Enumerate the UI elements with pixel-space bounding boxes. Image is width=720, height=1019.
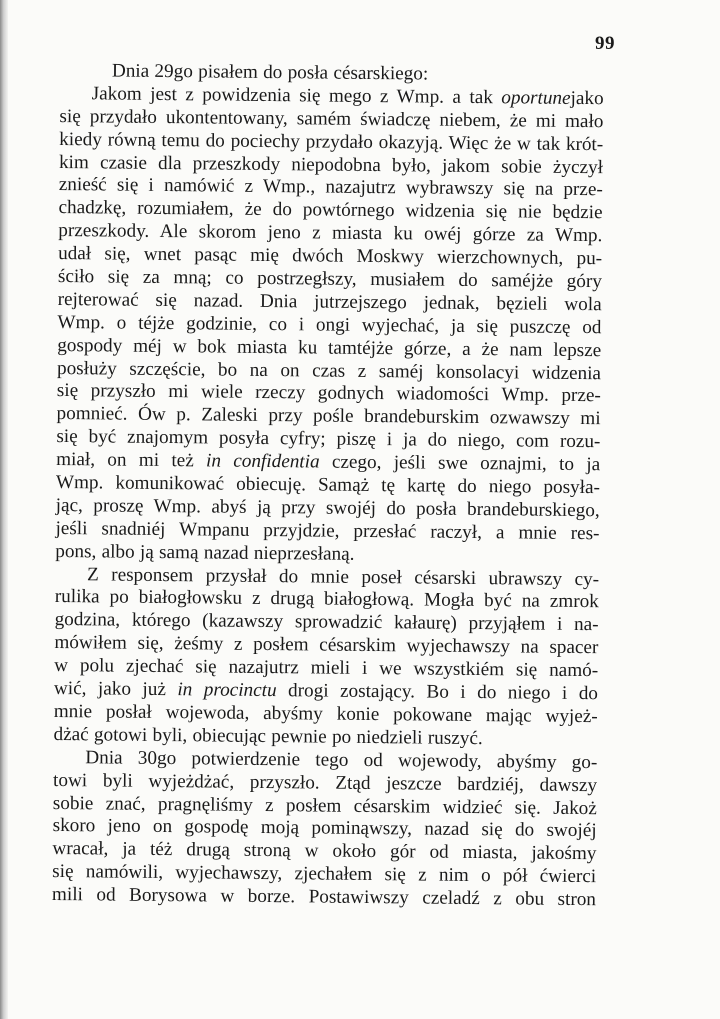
text-segment: znieść się i namówić z Wmp., nazajutrz wybrawszy się na prze- [58,174,603,201]
text-segment: Z responsem przysłał do mnie poseł césarski ubrawszy cy- [86,563,600,590]
page-text-body [52,60,604,912]
text-segment: Dnia 30go potwierdzenie tego od wojewody, abyśmy go- [85,746,598,773]
text-segment: Wmp. komunikować obiecuję. Samąż tę kartę do niego posyła- [55,472,601,499]
text-segment: jako [570,87,604,110]
text-segment: drogi zostający. Bo i do niego i do [276,680,599,705]
text-segment: się przydało ukontentowany, samém świadczę niebem, że mi mało [59,105,604,133]
italic-latin-phrase: oportune [501,87,571,109]
text-segment: miał, on mi też [56,449,207,472]
text-segment: skoro jeno on gospodę moją pominąwszy, nazad się do swojéj [52,815,597,842]
text-segment: pomnieć. Ów p. Zaleski przy pośle brandeburskim ozwawszy mi [56,403,601,430]
text-segment: godzina, którego (kazawszy sprowadzić kałaurę) przyjąłem i na- [54,609,599,636]
text-segment: Dnia 29go pisałem do posła césarskiego: [111,60,429,85]
text-line [52,884,596,912]
text-segment: Jakom jest z powidzenia się mego z Wmp. a tak [91,83,502,109]
text-segment: mnie posłał wojewoda, abyśmy konie pokowane mając wyjeż- [53,700,598,728]
text-segment: kiedy równą temu do pociechy przydało okazyją. Więc że w tak krót- [59,128,604,155]
text-segment: towi byli wyjeżdżać, przyszło. Ztąd jeszcze bardziéj, dawszy [52,769,598,796]
text-segment: udał się, wnet pasąc mię dwóch Moskwy wierzchownych, pu- [58,243,603,270]
text-segment: ściło się za mną; co postrzegłszy, musiałem do saméjże góry [57,266,602,293]
italic-latin-phrase: in procinctu [177,679,277,702]
text-segment: przeszkody. Ale skorom jeno z miasta ku owéj górze za Wmp. [58,220,603,247]
text-segment: Wmp. o téjże godzinie, co i ongi wyjechać, ja się puszczę od [57,311,602,339]
page-binding-edge [0,0,8,1019]
text-segment: rejterować się nazad. Dnia jutrzejszego jednak, bęzieli wola [57,288,602,316]
text-segment: dżać gotowi byli, obiecując pewnie po niedzieli ruszyć. [53,723,483,749]
text-segment: sobie znać, pragnęliśmy z posłem césarskim widzieć się. Jakoż [52,792,597,819]
text-segment: jeśli snadniéj Wmpanu przyjdzie, przesłać raczył, a mnie res- [55,517,600,545]
text-segment: gospody méj w bok miasta ku tamtéjże górze, a że nam lepsze [57,334,602,361]
italic-latin-phrase: in confidentia [205,450,320,473]
text-segment: chadzkę, rozumiałem, że do powtórnego widzenia się nie będzie [58,197,603,224]
text-segment: posłuży szczęście, bo na on czas z saméj konsolacyi widzenia [56,357,602,384]
text-segment: czego, jeśli swe oznajmi, to ja [319,451,601,476]
text-segment: jąc, proszę Wmp. abyś ją przy swojéj do posła brandeburskiego, [55,494,600,522]
text-segment: rulika po białogłowsku z drugą białogłową. Mogła być na zmrok [54,586,599,613]
text-segment: mili od Borysowa w borze. Postawiwszy czeladź z obu stron [51,884,597,911]
page-number: 99 [595,33,615,54]
text-segment: się być znajomym posyła cyfry; piszę i ja do niego, com rozu- [56,426,601,453]
text-segment: mówiłem się, żeśmy z posłem césarskim wyjechawszy na spacer [54,632,599,659]
text-segment: wić, jako już [53,678,178,701]
text-segment: pons, albo ją samą nazad nieprzesłaną. [55,540,355,565]
text-segment: się namówili, wyjechawszy, zjechałem się z nim o pół ćwierci [52,861,597,888]
text-segment: się przyszło mi wiele rzeczy godnych wiadomości Wmp. prze- [56,380,601,407]
text-segment: wracał, ja téż drugą stroną w około gór od miasta, jakośmy [52,838,597,865]
text-segment: w polu zjechać się nazajutrz mieli i we wszystkiém się namó- [54,655,599,682]
text-segment: kim czasie dla przeszkody niepodobna było, jakom sobie życzył [58,151,604,178]
